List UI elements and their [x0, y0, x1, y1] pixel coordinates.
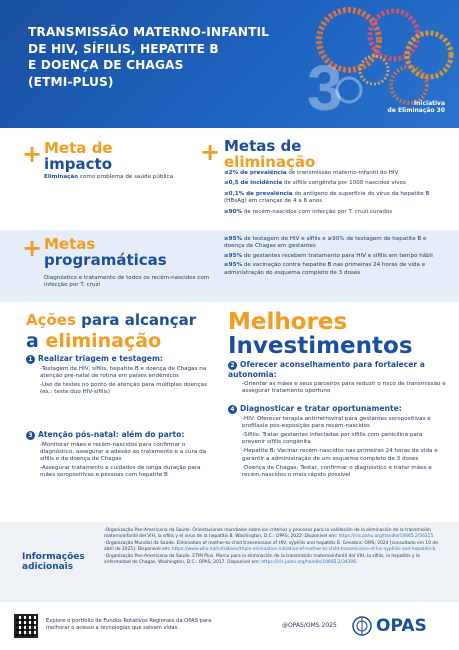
step-number: 3 [26, 431, 35, 440]
svg-text:3: 3 [307, 52, 343, 124]
actions-investments-section [0, 302, 459, 522]
metas-programaticas-list [224, 236, 446, 277]
footer [0, 602, 459, 650]
metas-eliminacao-list [224, 170, 446, 216]
references-list [104, 528, 446, 568]
impact-elimination-section [0, 128, 459, 228]
page-title: TRANSMISSÃO MATERNO-INFANTIL DE HIV, SÍFILIS, HEPATITE B E DOENÇA DE CHAGAS (ETMI-PLUS) [28, 25, 270, 89]
step-3: 3 Atenção pós-natal: além do parto: -Monitorar mães e recém-nascidos para confirmar o diagnóstico, assegurar a adesão ao tratamento e a cura da sífilis e da doença de Chagas -Assegurar tratamento e cuidados de longa duração para mães soropositivas e pessoas com hepatite B [26, 430, 216, 480]
opas-logo-text: OPAS [376, 616, 427, 636]
reference-link[interactable]: https://iris.paho.org/handle/10665.2/56215. [338, 533, 435, 539]
list-item: -Monitorar mães e recém-nascidos para confirmar o diagnóstico, assegurar a adesão ao tratamento e a cura da sífilis e da doença de Chagas [40, 441, 207, 462]
step-number: 2 [228, 361, 237, 370]
step-1: 1 Realizar triagem e testagem: -Testagem de HIV, sífilis, hepatite B e doença de Chagas na atenção pré-natal de rotina em países endêmicos -Uso de testes no ponto de atenção para múltiplas doenças (ex.: teste duo HIV-sífilis) [26, 354, 216, 396]
reference-link[interactable]: https://iris.paho.org/handle/10665.2/34306. [261, 559, 358, 565]
metas-programaticas-text: Diagnóstico e tratamento de todos os recém-nascidos com infecção por T. cruzi [44, 275, 210, 289]
explore-text: Explore o portfólio de Fundos Rotativos Regionais da OPAS para melhorar o acesso a tecnologias que salvam vidas. [46, 618, 212, 631]
plus-icon: + [22, 140, 43, 168]
list-item: -Testagem de HIV, sífilis, hepatite B e doença de Chagas na atenção pré-natal de rotina em países endêmicos [40, 365, 207, 379]
list-item: ≥95% de vacinação contra hepatite B nas primeiras 24 horas de vida e administração do esquema completo de 3 doses [224, 262, 426, 276]
reference-link[interactable]: https://www.who.int/initiatives/triple-elimination-initiative-of-mother-to-child-transmission-of-hiv-syphilis-and-hepatitis-b. [171, 546, 437, 552]
reference-item: -Organização Mundial da Saúde. Elimination of mother-to-child transmission of HIV, syphilis and hepatitis B. Genebra: OMS; 2024 [consultado em 10 de abril de 2025]. Disponível em: https://www.who.int/initiatives/triple-elimination-initiative-of-mother-to-child-transmission-of-hiv-syphilis-and-hepatitis-b. [104, 541, 438, 552]
reference-item: -Organização Pan-Americana da Saúde. Orientaciones mundiales sobre los criterios y procesos para la validación de la eliminación de la transmisión maternoinfantil del VIH, la sífilis y el virus de la hepatitis B. Washington, D.C.: OPAS; 2022. Disponível em: https://iris.paho.org/handle/10665.2/56215. [104, 528, 435, 539]
step-number: 4 [228, 405, 237, 414]
initiative-30-artwork [289, 0, 459, 128]
initiative-badge: Iniciativa de Eliminação 30 [387, 100, 445, 114]
plus-icon: + [22, 234, 43, 262]
list-item: ≥95% de testagem de HIV e sífilis e ≥90% de testagem de hepatite B e doença de Chagas em gestantes [224, 236, 427, 250]
header-banner [0, 0, 459, 128]
acoes-title: Ações para alcançar a eliminação [26, 311, 197, 352]
list-item: ≥90% de recém-nascidos com infecção por T. cruzi curados [224, 208, 393, 215]
melhores-title: Melhores Investimentos [228, 309, 413, 359]
step-2: 2 Oferecer aconselhamento para fortalecer a autonomia: -Orientar as mães e seus parceiros para reduzir o risco de transmissão e assegurar tratamento oportuno [228, 360, 446, 394]
list-item: -Sífilis: Tratar gestantes infectadas por sífilis com penicilina para prevenir sífilis congênita [242, 431, 423, 446]
qr-code-icon[interactable] [14, 614, 38, 638]
metas-eliminacao-title: Metas de eliminação [224, 137, 316, 171]
step-4: 4 Diagnosticar e tratar oportunamente: -HIV: Oferecer terapia antirretroviral para gestantes soropositivas e profilaxia pós-exposição para recém-nascidos -Sífilis: Tratar gestantes infectadas por sífilis com penicilina para prevenir sífilis congênita -Hepatite B: Vacinar recém-nascidos nas primeiras 24 horas de vida e garantir a administração de um esquema completo de 3 doses -Doença de Chagas: Testar, confirmar o diagnóstico e tratar mães e recém-nascidos o mais rápido possível [228, 404, 446, 479]
programmatic-goals-section [0, 230, 459, 302]
step-number: 1 [26, 355, 35, 364]
list-item: -Assegurar tratamento e cuidados de longa duração para mães soropositivas e pessoas com hepatite B [40, 465, 201, 479]
additional-info-section [0, 522, 459, 602]
list-item: -Hepatite B: Vacinar recém-nascidos nas primeiras 24 horas de vida e garantir a administração de um esquema completo de 3 doses [242, 448, 438, 462]
reference-item: -Organização Pan-Americana da Saúde. ETMI Plus. Marco para la eliminación de la transmisión maternoinfantil del VIH, la sífilis, la hepatitis y la enfermedad de Chagas. Washington, D.C.: OPAS; 2017. Disponível em: https://iris.paho.org/handle/10665.2/34306. [104, 554, 420, 565]
list-item: -Orientar as mães e seus parceiros para reduzir o risco de transmissão e assegurar tratamento oportuno [242, 380, 446, 394]
list-item: -Uso de testes no ponto de atenção para múltiplas doenças (ex.: teste duo HIV-sífilis) [40, 381, 207, 396]
meta-impacto-text: Eliminação como problema de saúde pública [44, 174, 174, 180]
list-item: ≤0,1% de prevalência do antígeno de superfície do vírus da hepatite B (HBsAg) em crianças de 4 a 6 anos [224, 190, 430, 205]
list-item: ≤0,5 de incidência de sífilis congênita por 1000 nascidos vivos [224, 180, 406, 187]
list-item: -HIV: Oferecer terapia antirretroviral para gestantes soropositivas e profilaxia pós-exposição para recém-nascidos [242, 415, 431, 429]
copyright-text: @OPAS/OMS 2025 [282, 622, 337, 629]
info-title: Informações adicionais [22, 552, 85, 572]
list-item: -Doença de Chagas: Testar, confirmar o diagnóstico e tratar mães e recém-nascidos o mais rápido possível [242, 464, 432, 478]
metas-programaticas-title: Metas programáticas [44, 235, 167, 269]
meta-impacto-title: Meta de impacto [44, 139, 113, 173]
opas-logo [352, 616, 427, 636]
opas-emblem-icon [352, 616, 372, 636]
list-item: ≤2% de prevalência de transmissão materno-infantil do HIV [224, 170, 399, 176]
plus-icon: + [200, 138, 221, 166]
list-item: ≥95% de gestantes recebem tratamento para HIV e sífilis em tempo hábil [224, 252, 433, 259]
